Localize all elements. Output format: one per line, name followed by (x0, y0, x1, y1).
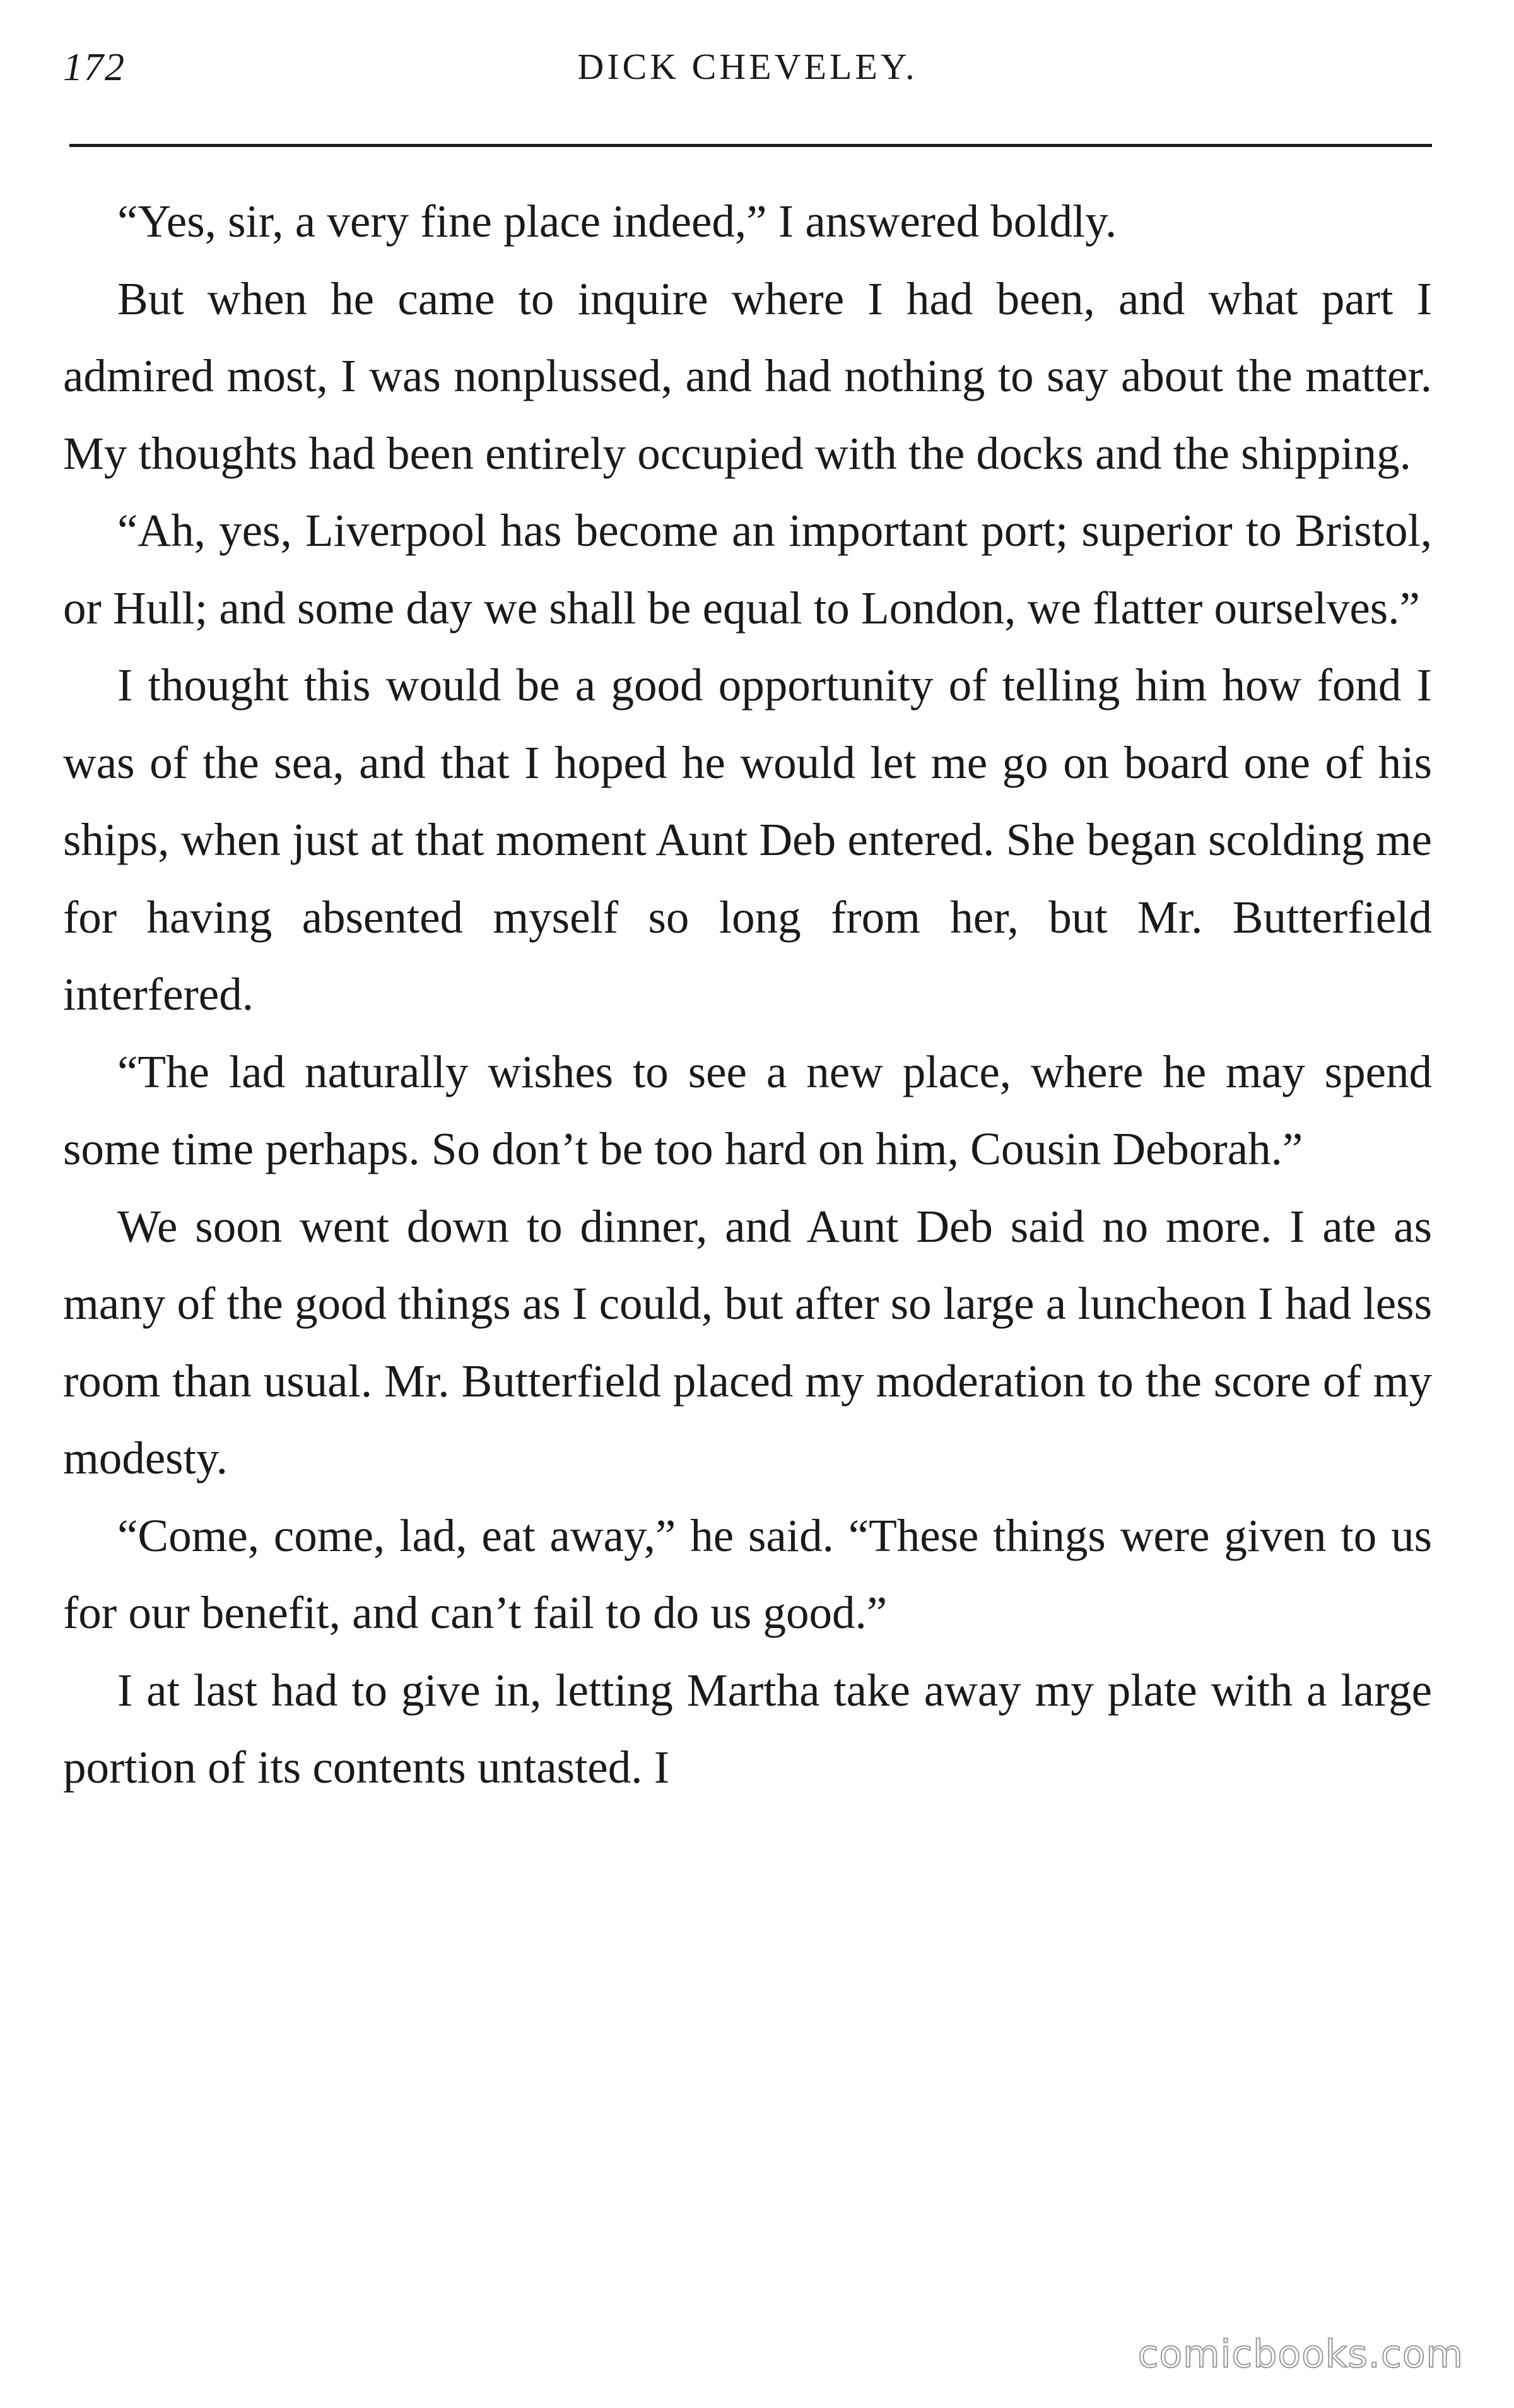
paragraph: We soon went down to dinner, and Aunt Deb said no more. I ate as many of the good things as I could, but after so large a luncheon I had less room than usual. Mr. Butterfield placed my moderation to the score of my modesty. (63, 1200, 1432, 1484)
paragraph: I at last had to give in, letting Martha take away my plate with a large portion of its contents untasted. I (63, 1664, 1432, 1793)
page-number: 172 (63, 46, 126, 89)
paragraph: “Come, come, lad, eat away,” he said. “These things were given to us for our benefit, and can’t fail to do us good.” (63, 1509, 1432, 1638)
paragraph: “Yes, sir, a very fine place indeed,” I answered boldly. (117, 196, 1117, 247)
paragraph: “Ah, yes, Liverpool has become an important port; superior to Bristol, or Hull; and some day we shall be equal to London, we flatter ourselves.” (63, 505, 1432, 634)
running-head (63, 45, 1432, 102)
body-text (63, 183, 1432, 1807)
running-title: DICK CHEVELEY. (577, 46, 918, 87)
paragraph: But when he came to inquire where I had been, and what part I admired most, I was nonplussed, and had nothing to say about the matter. My thoughts had been entirely occupied with the docks and the shipping. (63, 273, 1432, 479)
watermark: comicbooks.com (1137, 2332, 1464, 2376)
header-rule (69, 144, 1432, 147)
paragraph: I thought this would be a good opportunity of telling him how fond I was of the sea, and that I hoped he would let me go on board one of his ships, when just at that moment Aunt Deb entered. She began scolding me for having absented myself so long from her, but Mr. Butterfield interfered. (63, 659, 1432, 1020)
paragraph: “The lad naturally wishes to see a new place, where he may spend some time perhaps. So don’t be too hard on him, Cousin Deborah.” (63, 1046, 1432, 1174)
